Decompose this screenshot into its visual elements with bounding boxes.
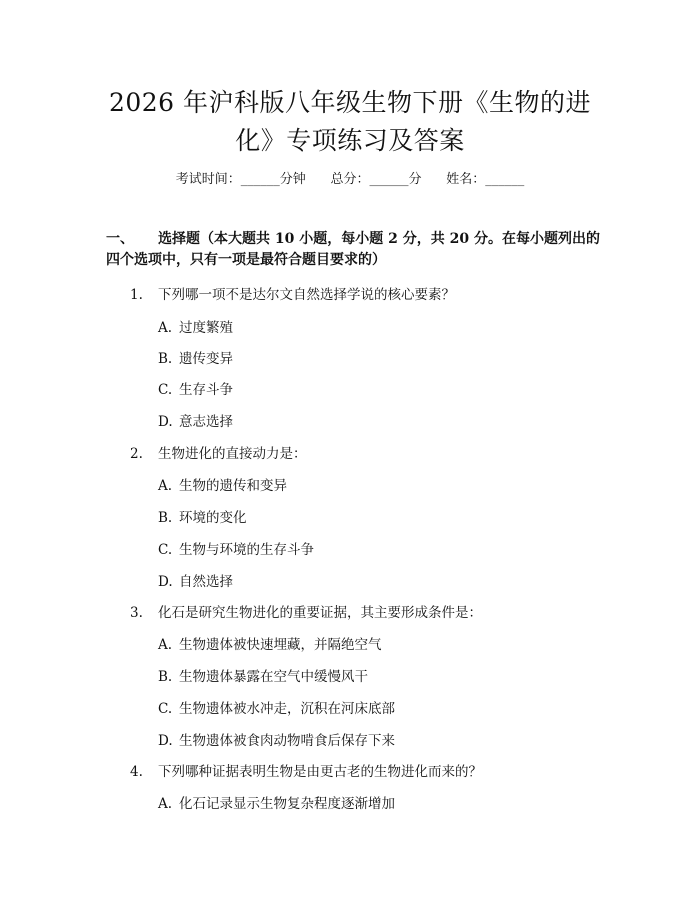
question-2-option-d <box>158 570 233 590</box>
question-1-option-a <box>158 316 233 336</box>
question-1-option-d <box>158 410 233 430</box>
document-title: 2026 年沪科版八年级生物下册《生物的进化》专项练习及答案 <box>108 88 592 155</box>
option-text: 生物的遗传和变异 <box>179 478 287 494</box>
option-text: 生物遗体被食肉动物啃食后保存下来 <box>179 733 395 749</box>
option-letter: A. <box>158 637 173 653</box>
question-number: 3. <box>130 605 143 621</box>
option-letter: C. <box>158 382 173 398</box>
option-letter: C. <box>158 542 173 558</box>
question-number: 4. <box>130 764 143 780</box>
option-letter: D. <box>158 414 173 430</box>
question-1-option-c <box>158 378 233 398</box>
question-text: 化石是研究生物进化的重要证据，其主要形成条件是： <box>158 605 482 621</box>
question-text: 下列哪种证据表明生物是由更古老的生物进化而来的？ <box>158 764 482 780</box>
option-text: 生物遗体被水冲走，沉积在河床底部 <box>179 701 395 717</box>
option-letter: B. <box>158 669 173 685</box>
option-letter: B. <box>158 351 173 367</box>
option-text: 生物遗体被快速埋藏，并隔绝空气 <box>179 637 382 653</box>
option-letter: A. <box>158 478 173 494</box>
option-letter: A. <box>158 320 173 336</box>
question-1-option-b <box>158 347 233 367</box>
option-text: 生物与环境的生存斗争 <box>179 542 314 558</box>
question-3-option-a <box>158 633 382 653</box>
question-3-option-c <box>158 697 395 717</box>
question-number: 2. <box>130 446 143 462</box>
question-2-option-a <box>158 474 287 494</box>
section-heading-text: 选择题（本大题共 10 小题，每小题 2 分，共 20 分。在每小题列出的四个选项中，只有一项是最符合题目要求的） <box>106 231 600 268</box>
question-text: 下列哪一项不是达尔文自然选择学说的核心要素？ <box>158 287 455 303</box>
question-4 <box>130 760 482 780</box>
question-2 <box>130 442 307 462</box>
option-letter: B. <box>158 510 173 526</box>
question-3-option-d <box>158 729 395 749</box>
option-text: 过度繁殖 <box>179 320 233 336</box>
option-text: 意志选择 <box>179 414 233 430</box>
exam-info-line: 考试时间：______分钟 总分：______分 姓名：______ <box>175 172 525 187</box>
question-4-option-a <box>158 792 395 812</box>
question-2-option-b <box>158 506 247 526</box>
question-number: 1. <box>130 287 143 303</box>
question-3-option-b <box>158 665 368 685</box>
option-text: 生物遗体暴露在空气中缓慢风干 <box>179 669 368 685</box>
option-letter: C. <box>158 701 173 717</box>
option-text: 自然选择 <box>179 574 233 590</box>
option-letter: D. <box>158 733 173 749</box>
option-letter: D. <box>158 574 173 590</box>
option-text: 化石记录显示生物复杂程度逐渐增加 <box>179 796 395 812</box>
question-text: 生物进化的直接动力是： <box>158 446 307 462</box>
option-text: 遗传变异 <box>179 351 233 367</box>
question-3 <box>130 601 482 621</box>
option-letter: A. <box>158 796 173 812</box>
question-2-option-c <box>158 538 314 558</box>
section-heading <box>106 229 606 271</box>
option-text: 生存斗争 <box>179 382 233 398</box>
question-1 <box>130 283 455 303</box>
option-text: 环境的变化 <box>179 510 247 526</box>
section-number: 一、 <box>106 231 134 247</box>
